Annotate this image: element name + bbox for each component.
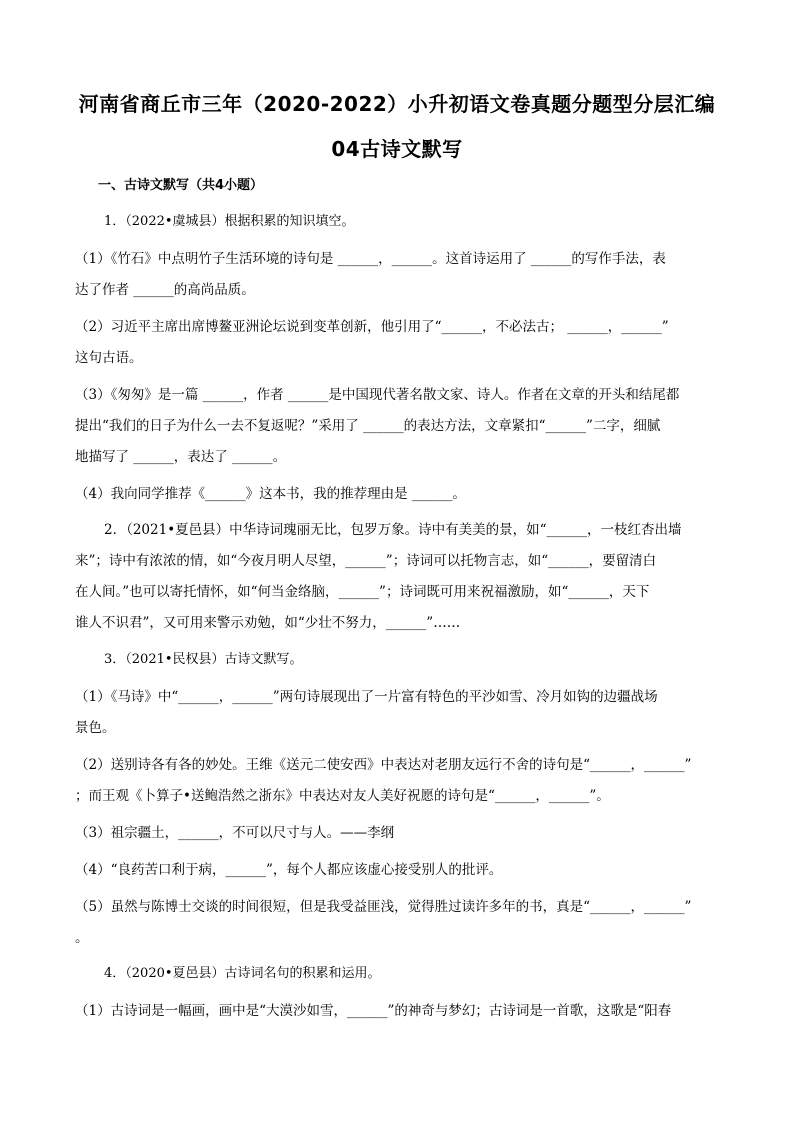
- question-3-part-2-line-2: ；而王观《卜算子•送鲍浩然之浙东》中表达对友人美好祝愿的诗句是“______，______”。: [75, 788, 610, 804]
- question-2-line-3: 在人间。”也可以寄托情怀，如“何当金络脑，______”；诗词既可用来祝福激励，如“______，天下: [75, 584, 650, 600]
- question-1-part-1-line-2: 达了作者 ______的高尚品质。: [75, 282, 255, 298]
- question-1-part-3-line-3: 地描写了 ______，表达了 ______。: [75, 449, 287, 465]
- question-3-part-1-line-1: （1）《马诗》中“______，______”两句诗展现出了一片富有特色的平沙如雪、冷月如钩的边疆战场: [75, 689, 658, 705]
- question-2-line-1: 2．（2021•夏邑县）中华诗词瑰丽无比，包罗万象。诗中有美美的景，如“______，一枝红杏出墙: [104, 522, 682, 538]
- question-4-heading: 4．（2020•夏邑县）古诗词名句的积累和运用。: [104, 966, 381, 981]
- question-1-part-4: （4）我向同学推荐《______》这本书，我的推荐理由是 ______。: [75, 486, 466, 502]
- question-4-part-1-line-1: （1）古诗词是一幅画，画中是“大漠沙如雪，______”的神奇与梦幻；古诗词是一首歌，这歌是“阳春: [75, 1003, 672, 1019]
- question-1-heading: 1．（2022•虞城县）根据积累的知识填空。: [104, 214, 355, 229]
- question-3-part-5-line-1: （5）虽然与陈博士交谈的时间很短，但是我受益匪浅，觉得胜过读许多年的书，真是“______，______”: [75, 899, 692, 915]
- section-heading: 一、古诗文默写（共4小题）: [98, 178, 264, 193]
- question-3-part-3: （3）祖宗疆土，______，不可以尺寸与人。——李纲: [75, 825, 395, 841]
- document-subtitle: 04古诗文默写: [331, 137, 463, 161]
- document-title: 河南省商丘市三年（2020-2022）小升初语文卷真题分题型分层汇编: [78, 92, 716, 116]
- question-1-part-3-line-2: 提出“我们的日子为什么一去不复返呢？”采用了 ______的表达方法，文章紧扣“______”二字，细腻: [75, 418, 661, 434]
- question-3-part-1-line-2: 景色。: [75, 720, 116, 736]
- question-2-line-4: 谁人不识君”，又可用来警示劝勉，如“少壮不努力，______”……: [75, 615, 461, 631]
- question-1-part-3-line-1: （3）《匆匆》是一篇 ______，作者 ______是中国现代著名散文家、诗人。作者在文章的开头和结尾都: [75, 387, 680, 403]
- question-3-heading: 3．（2021•民权县）古诗文默写。: [104, 652, 303, 667]
- question-1-part-2-line-2: 这句古语。: [75, 350, 143, 366]
- question-2-line-2: 来”；诗中有浓浓的情，如“今夜月明人尽望，______”；诗词可以托物言志，如“______，要留清白: [75, 553, 657, 569]
- question-1-part-2-line-1: （2）习近平主席出席博鳌亚洲论坛说到变革创新，他引用了“______，不必法古； ______，______”: [75, 319, 669, 335]
- question-1-part-1-line-1: （1）《竹石》中点明竹子生活环境的诗句是 ______，______。这首诗运用了 ______的写作手法，表: [75, 251, 666, 267]
- question-3-part-5-line-2: 。: [75, 930, 89, 946]
- question-3-part-2-line-1: （2）送别诗各有各的妙处。王维《送元二使安西》中表达对老朋友远行不舍的诗句是“______，______”: [75, 757, 692, 773]
- question-3-part-4: （4）“良药苦口利于病，______”，每个人都应该虚心接受别人的批评。: [75, 862, 503, 878]
